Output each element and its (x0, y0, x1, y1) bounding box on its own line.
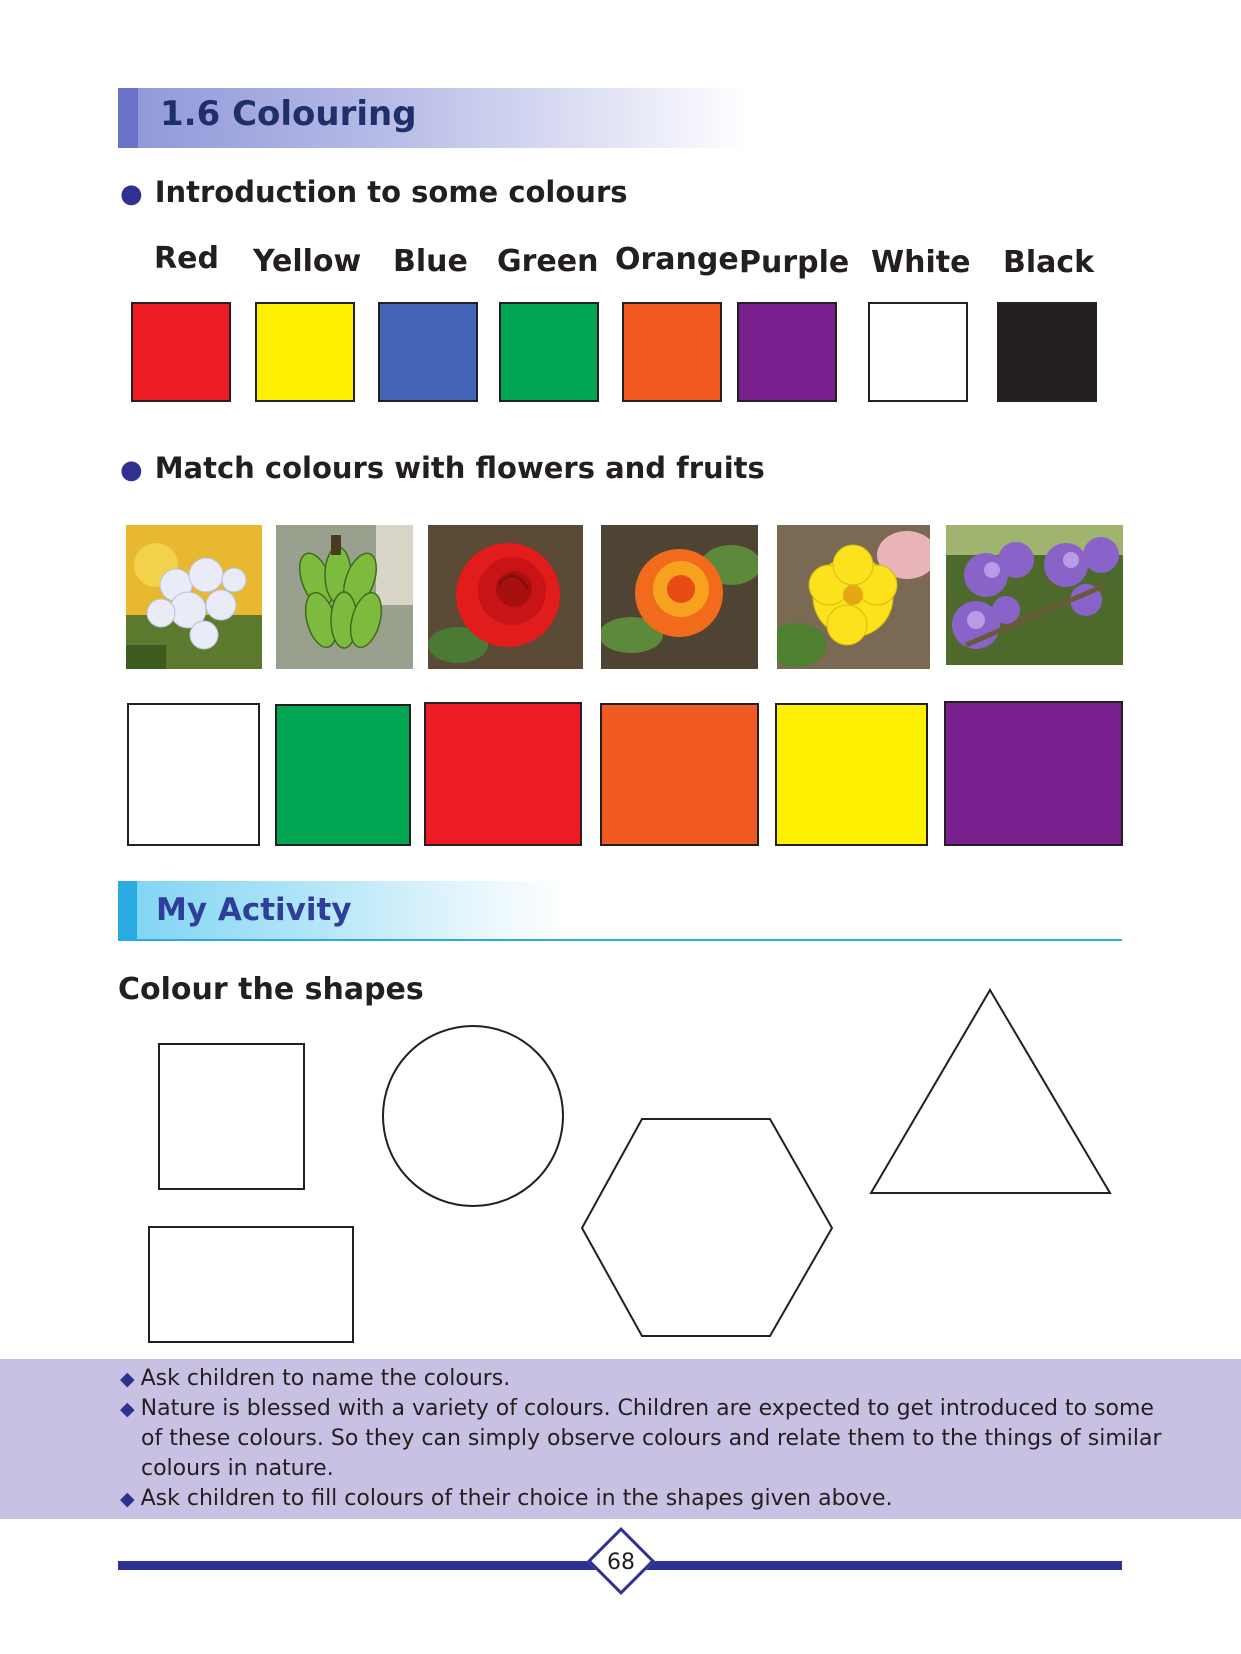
match-heading-text: Match colours with flowers and fruits (154, 451, 765, 485)
colour-name-yellow: Yellow (253, 244, 362, 279)
note-item (120, 1366, 510, 1391)
colour-name-green: Green (497, 244, 599, 279)
note-text-continued: of these colours. So they can simply observe colours and relate them to the things of similar (141, 1426, 1162, 1451)
activity-task: Colour the shapes (118, 972, 424, 1007)
section-title: 1.6 Colouring (160, 94, 417, 134)
note-item (120, 1396, 1154, 1421)
intro-heading-text: Introduction to some colours (154, 175, 628, 209)
diamond-bullet-icon: ◆ (120, 1398, 135, 1420)
rectangle-shape (149, 1227, 353, 1342)
activity-title: My Activity (156, 892, 352, 928)
triangle-shape (871, 990, 1110, 1193)
colour-name-purple: Purple (739, 245, 850, 280)
note-text: Nature is blessed with a variety of colours. Children are expected to get introduced to some (140, 1396, 1154, 1421)
bullet-dot-icon: ● (120, 455, 143, 485)
square-shape (159, 1044, 304, 1189)
diamond-bullet-icon: ◆ (120, 1368, 135, 1390)
hexagon-shape (582, 1119, 832, 1336)
circle-shape (383, 1026, 563, 1206)
diamond-bullet-icon: ◆ (120, 1488, 135, 1510)
colour-name-red: Red (154, 241, 219, 276)
page-number: 68 (607, 1550, 635, 1575)
colour-name-orange: Orange (615, 242, 739, 277)
note-item (120, 1486, 893, 1511)
colour-name-black: Black (1003, 245, 1095, 280)
note-text-continued: colours in nature. (141, 1456, 334, 1481)
colour-name-blue: Blue (393, 244, 468, 279)
teacher-notes (0, 1359, 1241, 1519)
note-text: Ask children to fill colours of their choice in the shapes given above. (140, 1486, 893, 1511)
bullet-dot-icon: ● (120, 179, 143, 209)
colour-name-white: White (871, 245, 971, 280)
note-text: Ask children to name the colours. (140, 1366, 511, 1391)
